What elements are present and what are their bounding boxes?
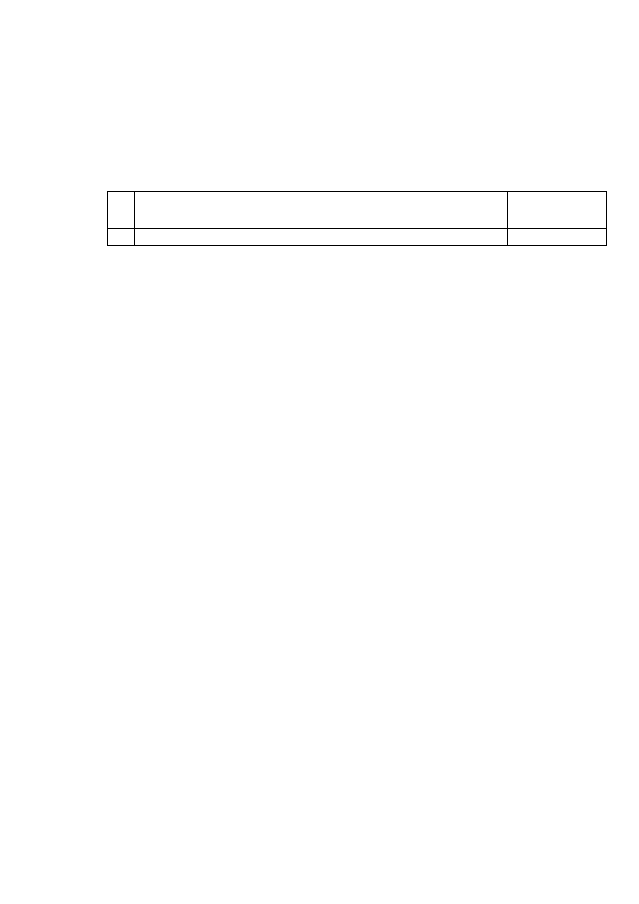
column-number-2	[135, 229, 508, 246]
distribution-table-header	[107, 191, 607, 246]
header-cell-sum	[508, 192, 607, 229]
column-number-3	[508, 229, 607, 246]
header-cell-number	[108, 192, 135, 229]
header-cell-name	[135, 192, 508, 229]
column-number-1	[108, 229, 135, 246]
